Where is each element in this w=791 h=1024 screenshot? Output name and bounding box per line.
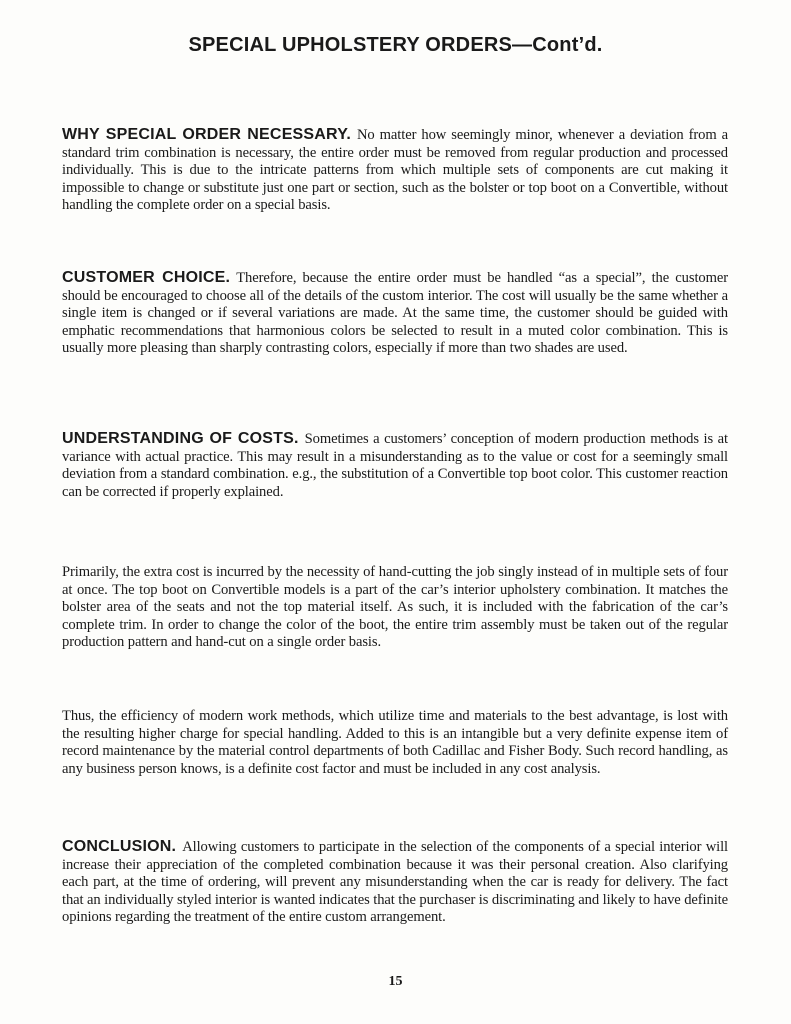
page-number: 15 bbox=[388, 974, 403, 989]
paragraph-primarily bbox=[62, 564, 728, 652]
section-text: Thus, the efficiency of modern work methods, which utilize time and materials to the best advantage, is lost with the resulting higher charge for special handling. Added to this is an intangible but a very definite expense item of record maintenance by the material control departments of both Cadillac and Fisher Body. Such record handling, as any business person knows, is a definite cost factor and must be included in any cost analysis. bbox=[62, 708, 728, 777]
section-text: Therefore, because the entire order must be handled “as a special”, the customer should be encouraged to choose all of the details of the custom interior. The cost will usually be the same whether a single item is changed or if several variations are made. At the same time, the customer should be guided with emphatic recommendations that harmonious colors be selected to result in a muted color combination. This is usually more pleasing than sharply contrasting colors, especially if more than two shades are used. bbox=[62, 270, 728, 357]
section-customer-choice bbox=[62, 269, 728, 358]
page-title: SPECIAL UPHOLSTERY ORDERS—Cont’d. bbox=[188, 34, 603, 56]
section-text: Sometimes a customers’ conception of modern production methods is at variance with actual practice. This may result in a misunderstanding as to the value or cost for a seemingly small deviation from a standard combination. e.g., the substitution of a Convertible top boot color. This customer reaction can be corrected if properly explained. bbox=[62, 431, 728, 500]
section-heading: CUSTOMER CHOICE. bbox=[62, 269, 231, 286]
section-text: Allowing customers to participate in the selection of the components of a special interior will increase their appreciation of the completed combination because it was their personal creation. Also clarifying each part, at the time of ordering, will prevent any misunderstanding when the car is ready for delivery. The fact that an individually styled interior is wanted indicates that the purchaser is discriminating and likely to have definite opinions regarding the treatment of the entire custom arrangement. bbox=[62, 839, 728, 926]
section-text: Primarily, the extra cost is incurred by the necessity of hand-cutting the job singly instead of in multiple sets of four at once. The top boot on Convertible models is a part of the car’s interior upholstery combination. It matches the bolster area of the seats and not the top material itself. As such, it is included with the fabrication of the car’s complete trim. In order to change the color of the boot, the entire trim assembly must be taken out of the regular production pattern and hand-cut on a single order basis. bbox=[62, 564, 728, 651]
section-heading: UNDERSTANDING OF COSTS. bbox=[62, 430, 299, 447]
section-understanding-of-costs bbox=[62, 430, 728, 501]
section-heading: CONCLUSION. bbox=[62, 838, 177, 855]
section-conclusion bbox=[62, 838, 728, 927]
section-text: No matter how seemingly minor, whenever a deviation from a standard trim combination is necessary, the entire order must be removed from regular production and processed individually. This is due to the intricate patterns from which multiple sets of components are cut making it impossible to change or substitute just one part or section, such as the bolster or top boot on a Convertible, without handling the complete order on a special basis. bbox=[62, 127, 728, 214]
section-why-special-order bbox=[62, 126, 728, 215]
section-heading: WHY SPECIAL ORDER NECESSARY. bbox=[62, 126, 351, 143]
paragraph-thus bbox=[62, 708, 728, 778]
